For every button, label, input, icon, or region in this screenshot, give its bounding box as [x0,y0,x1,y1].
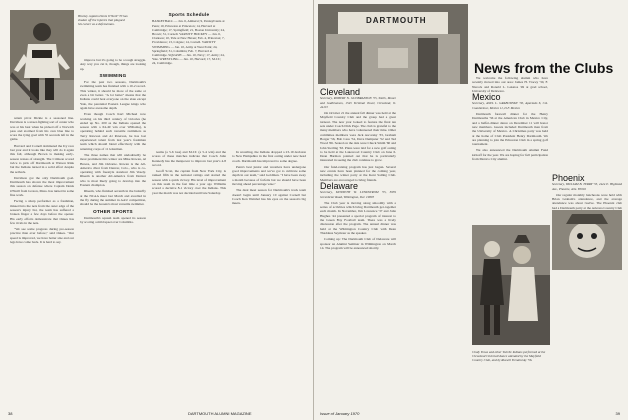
swimming-heading: SWIMMING [99,72,127,78]
right-page-number: 39 [615,411,620,416]
paragraph: We welcome the following alumni who have recently moved into our area: James H. Tracey '30, F. Nurock and Ronald L. Lakatos '49 at grad school, University of Delaware. [472,76,548,93]
twirlie-indians-photo [472,225,550,345]
paragraph: Our regular monthly luncheons were held with Brian Graham's attendance, and the average attendance was about twelve. The Phoenix club had a Dartmouth party at the Arizona Country Club [552,192,622,210]
issue-label: Issue of January 1970 [320,411,360,416]
left-page-number: 38 [8,411,13,416]
paragraph: Facing a sharp performer as a freshman, missed into the nets from the outer edge of the season's injury list, the team has suffered a broken finger a few days before the opener. His early efforts demonstrate that Oakes has few rivals in the nets. [10,199,74,225]
paragraph: Davidson got the only Dartmouth goal. Dartmouth has shown the most improvement this season on defense where Captain Denis O'Neill from Groton, Mass. has turned in some fine work. [10,175,74,198]
schedule-list: BASKETBALL — Jan. 6, Amherst; 9, Pennsylvania at Penn; 10, Princeton at Princeton; 14, Harvard at Cambridge; 17, Springfield; 21, Boston University; 24, Brown; 31, Cornell. VARSITY HOCKEY — Jan. 6, Clarkson; 10, Yale at New Haven; Feb. 4, Princeton; 7, Providence; 13, Colgate; 14, Cornell. VARSITY SWIMMING — Jan. 10, Army at West Point; 24, Springfield; 31, Columbia; Feb. 7, Harvard at Cambridge. SQUASH — Jan. 10, Navy; 17, Army; 24, Yale. WRESTLING — Jan. 10, Harvard; 17, M.I.T.; 24, Cambridge. [152,19,225,66]
paragraph: We also announced the Dartmouth Alumni Fund kickoff for the year. We are hoping for full participation from Mexico City alumni. [472,148,548,162]
paragraph: For the past two seasons, Dartmouth's swimming team has finished with a 10-2 record. This winter, it should be more of the same or even a bit better. "A lot better" means that the Indians could beat everyone on the slate except Yale, the perennial Eastern League kings who again have awesome depth. [80,80,146,110]
left-column-a [10,116,74,246]
masthead-text: DARTMOUTH [366,16,427,25]
hockey-player-photo [10,10,74,110]
cleveland-byline: Secretary, ROBERT N. GUDBRANSON '55, Smith, Moore and Gudbranson, 1545 Terminal Tower, Cleveland, O. 44113 [320,96,396,109]
paragraph: improve but it's going to be a tough struggle. Any way you cut it, though, things are looking up. [80,58,146,71]
phoenix-byline: Secretary, WILLIAM B. TERRY '55, 2424 E. Highland Ave., Phoenix, Ariz. 85016 [552,182,622,191]
paragraph: On October 21 the annual fall dinner was held at the Mayfield Country Club and the group had a great turnout. The new year looked to feature the final ten sets under Coach Dick Page. The club is grateful to the many members who have volunteered their time. Other committee members were Jack Ascorsky '33, Graham Borger '56, Bob Cass '54, Dave Dempster '52 and Ted Wood '66. Seated on the dais were Chuck Smith '60 and John Sterling '63. Plans were laid for a new golf outing to be held at the Lakewood Country Club on June 6. Dean Harmon pointed out that he is particularly interested in seeing the club continue to grow. [320,111,396,163]
hockey-photo-caption: Hockey captain Denis O'Neill '70 has shaken off the injuries that plagued his career as a defenseman. [78,14,128,27]
masked-dancer-image [552,210,622,270]
right-page [314,0,628,420]
right-column-a [320,88,396,252]
paragraph: Rheem, who finished seventh in the butterfly at the NCAA meet last March and excelled in the fly during the summer in AAU competition, should be the Greens's most versatile swimmer. [80,189,146,207]
delaware-heading: Delaware [320,180,359,191]
paragraph: In wrestling, the Indians dropped a 23-19 decision to New Hampshire in the first outing under new head coach. Dartmouth has improved to some degree. [232,150,306,163]
cleveland-heading: Cleveland [320,87,361,97]
sports-schedule-heading: Sports Schedule [168,12,210,17]
section-title: News from the Clubs [474,60,614,76]
paragraph: The Club year is moving along smoothly with a series of activities which bring Dartmouth get-together each month. In November, Jim Lawrence '37 and John Hughes '44 presented a special program of interest to the Green Bay Football team. There was a lively discussion after the program. The annual dinner was held at the Wilmington Country Club with Dean Thaddeus Seymour as the speaker. [320,200,396,235]
paragraph: return pivot Dickie is a seasoned line. Davidson is a street-fighting sort of center who was at his best when he picked off a Norwich pass and stormed from his own blue line to score the tying goal with 55 seconds left in the game. [10,116,74,142]
paragraph: Geoff Scott, the captain from New York City, is ranked fifth in the national ratings and started the season with a quick victory. His level of improvement on this team in the fast time a year ago Williams scored a decisive 8-1 victory over the Indians. This year the match was not decided until late Saturday. [152,169,226,195]
hockey-player-image [10,10,74,110]
phoenix-heading: Phoenix [552,173,585,183]
paragraph: Harvard and Cornell dominated the Ivy race last year and it looks like they will do it again this fall, although Brown is making early-season noises of strength. The Crimson scored twice to pick off Dartmouth at Watson Rink but the Indians turned in a solid effort despite the setback. [10,143,74,174]
paragraph: "We see some progress during pre-season practice than ever before," said Oakes. "Our speed is improved, we have better size and our legs have come back. It is hard to say. [10,227,74,245]
left-page-footer: DARTMOUTH ALUMNI MAGAZINE [188,411,252,416]
paragraph: teams (a 5-6 loss) and M.I.T. (a 5-4 win) and the scores of these matches indicate that Coach John Kennedy has the manpower to improve last year's 4-8 record. [152,150,226,167]
clubs-photo-caption: Cindy Troas and other Twirlie Indians performed at the Cleveland Club ball dance attended by the Mayfield Country Club, and by Russell Trendovsky '56. [472,350,546,363]
right-column-b [472,76,548,163]
delaware-byline: Secretary, KENNETH W. LUNDSTROM '55, 3039 Greenbriar Road, Wilmington, Del. 19803 [320,190,396,199]
paragraph: Even though Coach Karl Michael now working on his third century of victories (he ended up No. 200 as the Indians opened the season with a 64-49 win over Williams), is operating behind such versatile swimmers as Terry Rawson and Al Peterson, he has lost experienced talent from last year's freshman team which should blend effectively with the returning corps of 11 lettermen. [80,112,146,151]
paragraph: Our fund-raising program has just begun. Several new events have been planned for the coming year, including the winter party at the Kent Sailing Club. Members are encouraged to bring friends. [320,164,396,182]
left-column-e [232,150,306,208]
masthead-image [318,4,468,84]
paragraph: The three names that will undoubtedly be most prominent this winter are Mike Rowan, Al Hewes, and Jim Osborne. Rowan is the All-America diver from Denver, Colo., who is co-operating with freestyle standout Jim Vesely. Rheem is another All-America from Denver who is most likely going to develop into the Eastern champion. [80,152,146,188]
paragraph: Penn's best junior and wrestlers have undergone good improvements and we've got to cultivate some depth in our team," said Goldman. "I have been away a month because of forfeits but we should have been moving ahead percentage wise." [232,164,306,187]
paragraph: The dual meet season for Dartmouth's track team doesn't begin until January 10 against Cornell but Coach Ken Weinbel has his eyes on the season's big meets. [232,188,306,206]
paragraph: Dartmouth farewell dinner for the Henry Dartmouths '36 at the American Club in Mexico City, and a buffet-dinner dance on December 11 will honor new members. Guests included Dartmouth men from the University of Mexico. A Christmas party was held at the home of Club President Henry Dartmouth. We are planning to join the Princeton Club in a spring golf tournament. [472,112,548,147]
dancers-image [472,225,550,345]
left-column-c [152,10,226,66]
mexico-heading: Mexico [472,92,501,103]
left-column-d [152,150,226,197]
masked-dancer-photo [552,210,622,270]
mexico-byline: Secretary, AXEL L. GRABOWSKY '30, Apartado 6, Col. Cuauhtemoc, Mexico 11, D.F. Mexico [472,101,548,110]
paragraph: Coming up: The Dartmouth Club of Delaware will sponsor an Alumni Seminar in Wilmington on March 14. The program will be announced shortly. [320,237,396,250]
other-sports-heading: OTHER SPORTS [93,208,133,214]
left-column-b [80,58,146,226]
paragraph: Dartmouth's squash team opened its season by scoring a mild upset over Columbia. [80,215,146,225]
